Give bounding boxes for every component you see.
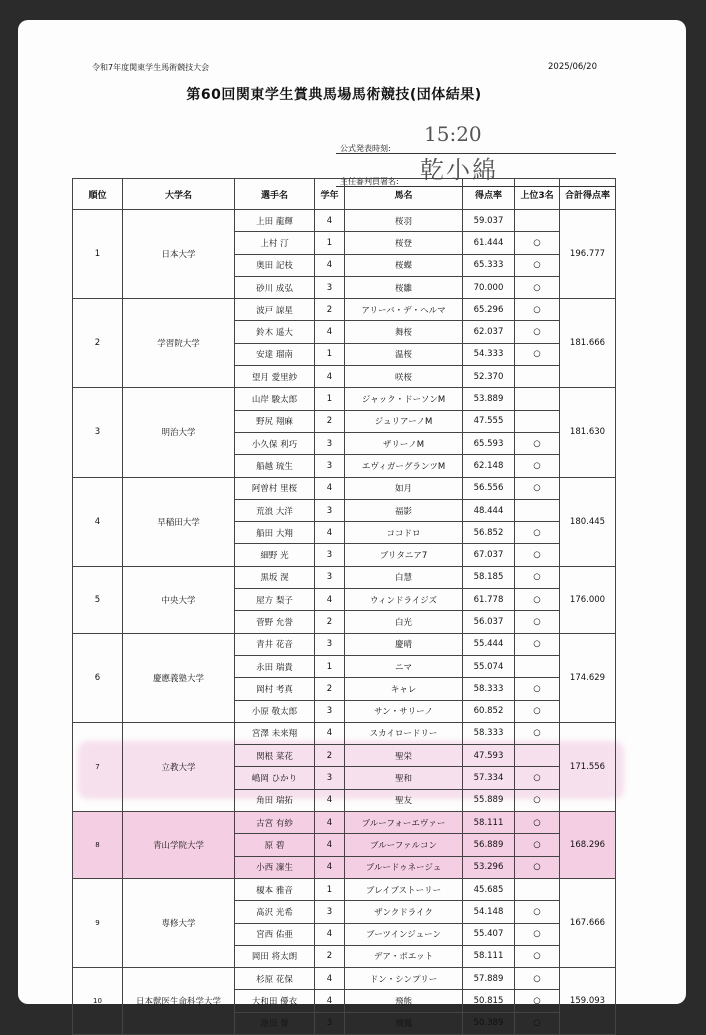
rider-name-cell: 岡田 将太朗 xyxy=(235,945,315,967)
grade-cell: 3 xyxy=(315,499,345,521)
horse-name-cell: 桜登 xyxy=(345,232,463,254)
score-cell: 50.815 xyxy=(463,990,515,1012)
rank-cell: 3 xyxy=(73,388,123,477)
rider-name-cell: 古宮 有紗 xyxy=(235,812,315,834)
grade-cell: 4 xyxy=(315,990,345,1012)
rider-name-cell: 船田 大翔 xyxy=(235,522,315,544)
rider-name-cell: 宮澤 未来翔 xyxy=(235,722,315,744)
score-cell: 57.889 xyxy=(463,968,515,990)
top3-mark: ○ xyxy=(533,483,541,494)
rider-name-cell: 関根 菜花 xyxy=(235,745,315,767)
top3-cell xyxy=(515,299,560,321)
horse-name-cell: 慶晴 xyxy=(345,633,463,655)
rider-name-cell: 小西 凜生 xyxy=(235,856,315,878)
grade-cell: 2 xyxy=(315,745,345,767)
grade-cell: 3 xyxy=(315,276,345,298)
table-row xyxy=(73,477,616,499)
grade-cell: 4 xyxy=(315,856,345,878)
top3-mark: ○ xyxy=(533,237,541,248)
horse-name-cell: 桜羽 xyxy=(345,210,463,232)
score-cell: 61.778 xyxy=(463,589,515,611)
top3-cell xyxy=(515,767,560,789)
rider-name-cell: 杉原 花保 xyxy=(235,968,315,990)
horse-name-cell: ジャック・ドーソンM xyxy=(345,388,463,410)
top3-cell xyxy=(515,611,560,633)
top3-mark: ○ xyxy=(533,460,541,471)
score-cell: 67.037 xyxy=(463,544,515,566)
horse-name-cell: ザリーノM xyxy=(345,432,463,454)
total-score-cell: 176.000 xyxy=(560,566,616,633)
horse-name-cell: エヴィガーグランツM xyxy=(345,455,463,477)
grade-cell: 3 xyxy=(315,633,345,655)
event-name: 令和7年度関東学生馬術競技大会 xyxy=(92,63,210,72)
rider-name-cell: 岡村 考真 xyxy=(235,678,315,700)
score-cell: 62.037 xyxy=(463,321,515,343)
total-score-cell: 180.445 xyxy=(560,477,616,566)
horse-name-cell: 白光 xyxy=(345,611,463,633)
university-cell: 青山学院大学 xyxy=(123,812,235,879)
top3-cell xyxy=(515,655,560,677)
university-cell: 日本大学 xyxy=(123,210,235,299)
top3-mark: ○ xyxy=(533,773,541,784)
rank-cell: 2 xyxy=(73,299,123,388)
column-header-score: 得点率 xyxy=(463,179,515,210)
rank-cell: 6 xyxy=(73,633,123,722)
grade-cell: 3 xyxy=(315,432,345,454)
horse-name-cell: ニマ xyxy=(345,655,463,677)
score-cell: 45.685 xyxy=(463,878,515,900)
score-cell: 58.111 xyxy=(463,812,515,834)
top3-cell xyxy=(515,366,560,388)
grade-cell: 2 xyxy=(315,678,345,700)
rider-name-cell: 船越 琉生 xyxy=(235,455,315,477)
rider-name-cell: 安達 瑠南 xyxy=(235,343,315,365)
top3-mark: ○ xyxy=(533,572,541,583)
university-cell: 専修大学 xyxy=(123,878,235,967)
score-cell: 58.111 xyxy=(463,945,515,967)
score-cell: 55.444 xyxy=(463,633,515,655)
top3-cell xyxy=(515,789,560,811)
horse-name-cell: スカイロードリー xyxy=(345,722,463,744)
score-cell: 47.555 xyxy=(463,410,515,432)
column-header-horse: 馬名 xyxy=(345,179,463,210)
grade-cell: 2 xyxy=(315,945,345,967)
score-cell: 56.852 xyxy=(463,522,515,544)
horse-name-cell: ブルーファルコン xyxy=(345,834,463,856)
score-cell: 53.296 xyxy=(463,856,515,878)
score-cell: 52.370 xyxy=(463,366,515,388)
score-cell: 50.389 xyxy=(463,1012,515,1034)
document-date: 2025/06/20 xyxy=(548,62,597,72)
top3-cell xyxy=(515,589,560,611)
horse-name-cell: ココドロ xyxy=(345,522,463,544)
score-cell: 62.148 xyxy=(463,455,515,477)
grade-cell: 4 xyxy=(315,789,345,811)
top3-mark: ○ xyxy=(533,817,541,828)
rider-name-cell: 小久保 利巧 xyxy=(235,432,315,454)
horse-name-cell: 桜雛 xyxy=(345,276,463,298)
top3-cell xyxy=(515,700,560,722)
top3-cell xyxy=(515,812,560,834)
score-cell: 60.852 xyxy=(463,700,515,722)
rank-cell: 9 xyxy=(73,878,123,967)
grade-cell: 4 xyxy=(315,589,345,611)
top3-cell xyxy=(515,678,560,700)
top3-cell xyxy=(515,254,560,276)
table-row xyxy=(73,968,616,990)
top3-cell xyxy=(515,210,560,232)
top3-cell xyxy=(515,477,560,499)
grade-cell: 4 xyxy=(315,834,345,856)
top3-cell xyxy=(515,232,560,254)
column-header-grade: 学年 xyxy=(315,179,345,210)
grade-cell: 1 xyxy=(315,232,345,254)
table-row xyxy=(73,210,616,232)
grade-cell: 1 xyxy=(315,388,345,410)
grade-cell: 3 xyxy=(315,455,345,477)
top3-mark: ○ xyxy=(533,527,541,538)
top3-cell xyxy=(515,566,560,588)
horse-name-cell: 桜蝶 xyxy=(345,254,463,276)
rider-name-cell: 阿曽村 里桜 xyxy=(235,477,315,499)
column-header-university: 大学名 xyxy=(123,179,235,210)
top3-cell xyxy=(515,968,560,990)
horse-name-cell: ブルードゥネージュ xyxy=(345,856,463,878)
table-row xyxy=(73,388,616,410)
score-cell: 58.333 xyxy=(463,678,515,700)
total-score-cell: 174.629 xyxy=(560,633,616,722)
top3-mark: ○ xyxy=(533,349,541,360)
top3-mark: ○ xyxy=(533,973,541,984)
score-cell: 58.185 xyxy=(463,566,515,588)
rank-cell: 4 xyxy=(73,477,123,566)
horse-name-cell: 舞桜 xyxy=(345,321,463,343)
grade-cell: 2 xyxy=(315,299,345,321)
rider-name-cell: 上田 龍輝 xyxy=(235,210,315,232)
top3-mark: ○ xyxy=(533,839,541,850)
rider-name-cell: 榎本 雅音 xyxy=(235,878,315,900)
grade-cell: 4 xyxy=(315,210,345,232)
score-cell: 61.444 xyxy=(463,232,515,254)
referee-signature-label: 主任審判員署名: xyxy=(340,177,399,186)
horse-name-cell: 聖栄 xyxy=(345,745,463,767)
university-cell: 日本獣医生命科学大学 xyxy=(123,968,235,1035)
table-row xyxy=(73,299,616,321)
score-cell: 56.037 xyxy=(463,611,515,633)
horse-name-cell: デア・ポエット xyxy=(345,945,463,967)
score-cell: 59.037 xyxy=(463,210,515,232)
rider-name-cell: 大和田 優衣 xyxy=(235,990,315,1012)
grade-cell: 4 xyxy=(315,812,345,834)
top3-mark: ○ xyxy=(533,929,541,940)
top3-mark: ○ xyxy=(533,616,541,627)
top3-mark: ○ xyxy=(533,304,541,315)
total-score-cell: 159.093 xyxy=(560,968,616,1035)
grade-cell: 3 xyxy=(315,767,345,789)
top3-mark: ○ xyxy=(533,327,541,338)
rider-name-cell: 青井 花音 xyxy=(235,633,315,655)
column-header-rider: 選手名 xyxy=(235,179,315,210)
top3-mark: ○ xyxy=(533,550,541,561)
top3-mark: ○ xyxy=(533,862,541,873)
rider-name-cell: 菅野 允誉 xyxy=(235,611,315,633)
column-header-top3: 上位3名 xyxy=(515,179,560,210)
horse-name-cell: 温桜 xyxy=(345,343,463,365)
horse-name-cell: サン・サリーノ xyxy=(345,700,463,722)
top3-cell xyxy=(515,856,560,878)
rider-name-cell: 嶋岡 ひかり xyxy=(235,767,315,789)
rider-name-cell: 上村 汀 xyxy=(235,232,315,254)
total-score-cell: 171.556 xyxy=(560,722,616,811)
top3-cell xyxy=(515,410,560,432)
rider-name-cell: 黒坂 滉 xyxy=(235,566,315,588)
horse-name-cell: ブーツインジューン xyxy=(345,923,463,945)
score-cell: 55.074 xyxy=(463,655,515,677)
horse-name-cell: ブルーフォーエヴァー xyxy=(345,812,463,834)
grade-cell: 2 xyxy=(315,410,345,432)
official-time-label: 公式発表時刻: xyxy=(340,144,391,153)
top3-mark: ○ xyxy=(533,951,541,962)
top3-mark: ○ xyxy=(533,906,541,917)
top3-mark: ○ xyxy=(533,728,541,739)
score-cell: 65.333 xyxy=(463,254,515,276)
horse-name-cell: ザンクドライク xyxy=(345,901,463,923)
top3-cell xyxy=(515,633,560,655)
table-row xyxy=(73,812,616,834)
rider-name-cell: 髙沢 光希 xyxy=(235,901,315,923)
university-cell: 早稲田大学 xyxy=(123,477,235,566)
top3-cell xyxy=(515,945,560,967)
top3-mark: ○ xyxy=(533,438,541,449)
total-score-cell: 181.666 xyxy=(560,299,616,388)
total-score-cell: 196.777 xyxy=(560,210,616,299)
grade-cell: 3 xyxy=(315,700,345,722)
rider-name-cell: 奥田 記枝 xyxy=(235,254,315,276)
horse-name-cell: ジュリアーノM xyxy=(345,410,463,432)
grade-cell: 1 xyxy=(315,878,345,900)
score-cell: 56.889 xyxy=(463,834,515,856)
score-cell: 57.334 xyxy=(463,767,515,789)
rider-name-cell: 野尻 翔麻 xyxy=(235,410,315,432)
top3-cell xyxy=(515,990,560,1012)
rider-name-cell: 小原 敬太郎 xyxy=(235,700,315,722)
top3-cell xyxy=(515,276,560,298)
top3-cell xyxy=(515,455,560,477)
table-header-row xyxy=(73,179,616,210)
grade-cell: 3 xyxy=(315,901,345,923)
rider-name-cell: 角田 瑞拓 xyxy=(235,789,315,811)
total-score-cell: 167.666 xyxy=(560,878,616,967)
top3-cell xyxy=(515,923,560,945)
page-title: 第60回関東学生賞典馬場馬術競技(団体結果) xyxy=(186,87,482,103)
horse-name-cell: 福影 xyxy=(345,499,463,521)
grade-cell: 4 xyxy=(315,254,345,276)
results-table xyxy=(72,178,616,1035)
top3-cell xyxy=(515,343,560,365)
top3-mark: ○ xyxy=(533,260,541,271)
grade-cell: 3 xyxy=(315,566,345,588)
total-score-cell: 168.296 xyxy=(560,812,616,879)
grade-cell: 4 xyxy=(315,968,345,990)
top3-cell xyxy=(515,901,560,923)
top3-cell xyxy=(515,834,560,856)
table-row xyxy=(73,566,616,588)
rank-cell: 7 xyxy=(73,722,123,811)
results-body xyxy=(73,210,616,1035)
score-cell: 48.444 xyxy=(463,499,515,521)
rider-name-cell: 細野 光 xyxy=(235,544,315,566)
rider-name-cell: 宮西 佑亜 xyxy=(235,923,315,945)
top3-cell xyxy=(515,745,560,767)
rider-name-cell: 屋方 梨子 xyxy=(235,589,315,611)
university-cell: 慶應義塾大学 xyxy=(123,633,235,722)
rider-name-cell: 砂川 成弘 xyxy=(235,276,315,298)
score-cell: 65.593 xyxy=(463,432,515,454)
top3-cell xyxy=(515,321,560,343)
column-header-total: 合計得点率 xyxy=(560,179,616,210)
grade-cell: 1 xyxy=(315,655,345,677)
table-row xyxy=(73,633,616,655)
rider-name-cell: 永田 瑞貴 xyxy=(235,655,315,677)
top3-cell xyxy=(515,722,560,744)
score-cell: 54.148 xyxy=(463,901,515,923)
rider-name-cell: 荒浪 大洋 xyxy=(235,499,315,521)
top3-mark: ○ xyxy=(533,282,541,293)
horse-name-cell: 聖友 xyxy=(345,789,463,811)
top3-cell xyxy=(515,522,560,544)
score-cell: 55.407 xyxy=(463,923,515,945)
score-cell: 54.333 xyxy=(463,343,515,365)
rider-name-cell: 望月 愛里紗 xyxy=(235,366,315,388)
top3-mark: ○ xyxy=(533,594,541,605)
referee-signature-handwritten: 乾小綿 xyxy=(420,156,498,184)
top3-mark: ○ xyxy=(533,1018,541,1029)
grade-cell: 4 xyxy=(315,522,345,544)
official-time-handwritten: 15:20 xyxy=(424,122,482,146)
top3-cell xyxy=(515,499,560,521)
horse-name-cell: 如月 xyxy=(345,477,463,499)
top3-mark: ○ xyxy=(533,639,541,650)
top3-mark: ○ xyxy=(533,795,541,806)
top3-cell xyxy=(515,432,560,454)
horse-name-cell: 飛熊 xyxy=(345,990,463,1012)
rank-cell: 8 xyxy=(73,812,123,879)
horse-name-cell: ドン・シンプリー xyxy=(345,968,463,990)
table-row xyxy=(73,878,616,900)
grade-cell: 3 xyxy=(315,544,345,566)
horse-name-cell: 飛鳳 xyxy=(345,1012,463,1034)
rider-name-cell: 原 碧 xyxy=(235,834,315,856)
horse-name-cell: キャレ xyxy=(345,678,463,700)
horse-name-cell: ウィンドライジズ xyxy=(345,589,463,611)
score-cell: 55.889 xyxy=(463,789,515,811)
horse-name-cell: ブレイブストーリー xyxy=(345,878,463,900)
table-row xyxy=(73,722,616,744)
grade-cell: 4 xyxy=(315,477,345,499)
score-cell: 65.296 xyxy=(463,299,515,321)
grade-cell: 4 xyxy=(315,366,345,388)
top3-mark: ○ xyxy=(533,683,541,694)
score-cell: 58.333 xyxy=(463,722,515,744)
grade-cell: 3 xyxy=(315,1012,345,1034)
horse-name-cell: アリーバ・デ・ヘルマ xyxy=(345,299,463,321)
rank-cell: 1 xyxy=(73,210,123,299)
university-cell: 明治大学 xyxy=(123,388,235,477)
column-header-rank: 順位 xyxy=(73,179,123,210)
university-cell: 立教大学 xyxy=(123,722,235,811)
horse-name-cell: ブリタニア7 xyxy=(345,544,463,566)
total-score-cell: 181.630 xyxy=(560,388,616,477)
rank-cell: 5 xyxy=(73,566,123,633)
rider-name-cell: 鈴木 遥大 xyxy=(235,321,315,343)
university-cell: 中央大学 xyxy=(123,566,235,633)
top3-cell xyxy=(515,544,560,566)
rider-name-cell: 波戸 諒星 xyxy=(235,299,315,321)
top3-cell xyxy=(515,388,560,410)
grade-cell: 4 xyxy=(315,722,345,744)
grade-cell: 2 xyxy=(315,611,345,633)
top3-cell xyxy=(515,878,560,900)
university-cell: 学習院大学 xyxy=(123,299,235,388)
horse-name-cell: 白慧 xyxy=(345,566,463,588)
rank-cell: 10 xyxy=(73,968,123,1035)
score-cell: 56.556 xyxy=(463,477,515,499)
top3-mark: ○ xyxy=(533,706,541,717)
grade-cell: 1 xyxy=(315,343,345,365)
grade-cell: 4 xyxy=(315,923,345,945)
grade-cell: 4 xyxy=(315,321,345,343)
score-cell: 70.000 xyxy=(463,276,515,298)
top3-cell xyxy=(515,1012,560,1034)
top3-mark: ○ xyxy=(533,996,541,1007)
rider-name-cell: 山岸 駿太郎 xyxy=(235,388,315,410)
horse-name-cell: 咲桜 xyxy=(345,366,463,388)
score-cell: 47.593 xyxy=(463,745,515,767)
horse-name-cell: 聖和 xyxy=(345,767,463,789)
rider-name-cell: 池田 誉 xyxy=(235,1012,315,1034)
score-cell: 53.889 xyxy=(463,388,515,410)
